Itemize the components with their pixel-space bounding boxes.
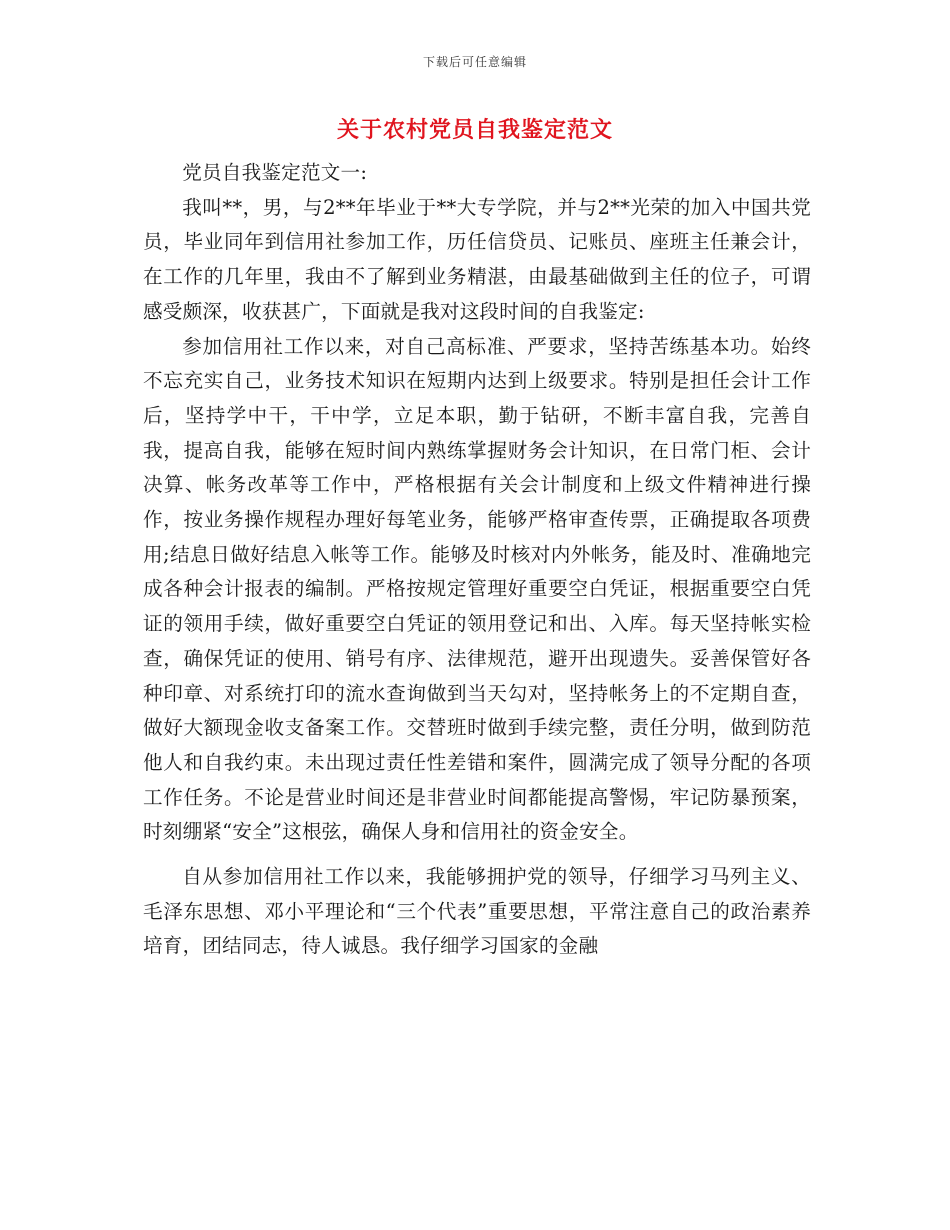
- header-note: 下载后可任意编辑: [422, 55, 527, 69]
- paragraph-work: 参加信用社工作以来，对自己高标准、严要求，坚持苦练基本功。始终不忘充实自己，业务技术知识在短期内达到上级要求。特别是担任会计工作后，坚持学中干，干中学，立足本职，勤于钻研，不断丰富自我，完善自我，提高自我，能够在短时间内熟练掌握财务会计知识，在日常门柜、会计决算、帐务改革等工作中，严格根据有关会计制度和上级文件精神进行操作，按业务操作规程办理好每笔业务，能够严格审查传票，正确提取各项费用;结息日做好结息入帐等工作。能够及时核对内外帐务，能及时、准确地完成各种会计报表的编制。严格按规定管理好重要空白凭证，根据重要空白凭证的领用手续，做好重要空白凭证的领用登记和出、入库。每天坚持帐实检查，确保凭证的使用、销号有序、法律规范，避开出现遗失。妥善保管好各种印章、对系统打印的流水查询做到当天勾对，坚持帐务上的不定期自查，做好大额现金收支备案工作。交替班时做到手续完整，责任分明，做到防范他人和自我约束。未出现过责任性差错和案件，圆满完成了领导分配的各项工作任务。不论是营业时间还是非营业时间都能提高警惕，牢记防暴预案，时刻绷紧“安全”这根弦，确保人身和信用社的资金安全。: [143, 334, 811, 844]
- paragraph-subtitle: 党员自我鉴定范文一:: [182, 161, 368, 184]
- paragraph-politics: 自从参加信用社工作以来，我能够拥护党的领导，仔细学习马列主义、毛泽东思想、邓小平理论和“三个代表”重要思想，平常注意自己的政治素养培育，团结同志，待人诚恳。我仔细学习国家的金融: [143, 865, 811, 958]
- document-title: 关于农村党员自我鉴定范文: [336, 117, 613, 143]
- document-body: [143, 156, 811, 964]
- paragraph-intro: 我叫**，男，与2**年毕业于**大专学院，并与2**光荣的加入中国共党员，毕业同年到信用社参加工作，历任信贷员、记账员、座班主任兼会计，在工作的几年里，我由不了解到业务精湛，由最基础做到主任的位子，可谓感受颇深，收获甚广，下面就是我对这段时间的自我鉴定:: [143, 195, 811, 323]
